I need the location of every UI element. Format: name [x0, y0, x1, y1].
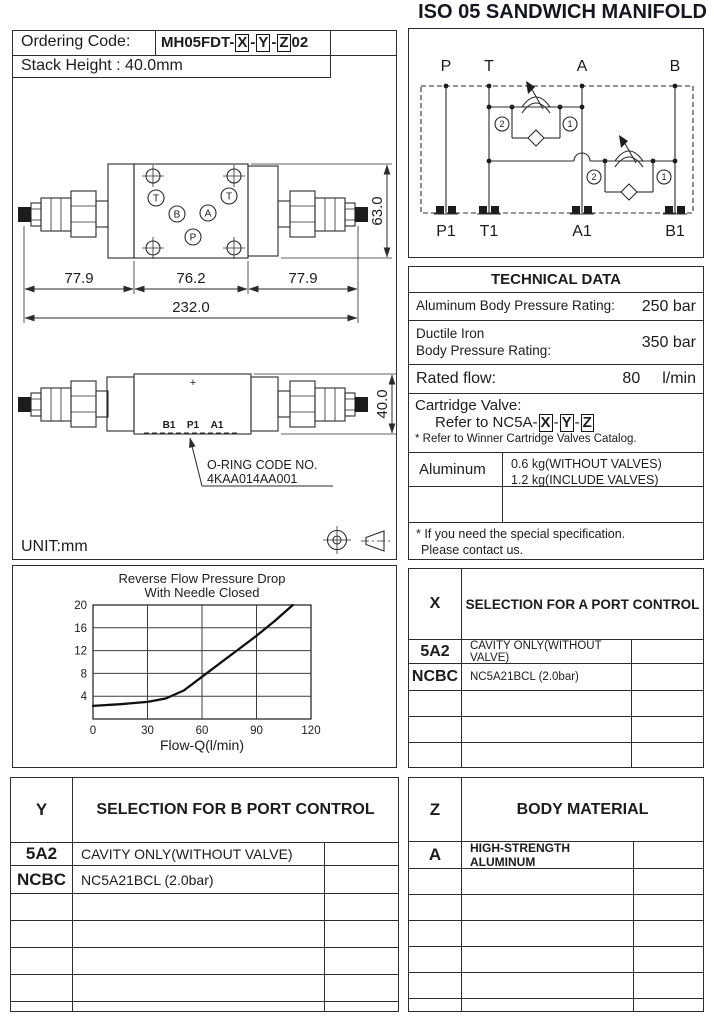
pressure-drop-chart-panel: [12, 565, 397, 768]
cartridge-prefix: Refer to NC5A-: [435, 414, 538, 431]
cartridge-catalog-note: * Refer to Winner Cartridge Valves Catalog.: [415, 432, 637, 445]
option-extra-cell: [325, 975, 398, 1001]
body-material-header: [409, 778, 703, 842]
option-extra-cell: [325, 866, 398, 893]
option-extra-cell: [632, 691, 703, 716]
option-extra-cell: [634, 947, 703, 972]
schematic-port-t1: T1: [479, 223, 499, 240]
schematic-port-p: P: [440, 58, 452, 75]
option-desc: NC5A21BCL (2.0bar): [73, 866, 325, 893]
table-row: [409, 947, 703, 973]
option-desc: [73, 948, 325, 974]
cartridge-valve-label: Cartridge Valve:: [415, 397, 522, 414]
table-row: [409, 842, 703, 869]
table-row: [409, 921, 703, 947]
svg-text:63.0: 63.0: [369, 196, 386, 226]
option-extra-cell: [325, 894, 398, 920]
x-tick-label: 90: [250, 725, 263, 737]
pressure-drop-chart: [13, 566, 395, 766]
unit-note: UNIT:mm: [21, 538, 88, 555]
option-desc: [73, 975, 325, 1001]
option-code: [409, 895, 462, 920]
option-extra-cell: [325, 1002, 398, 1012]
oring-note: [190, 438, 333, 486]
chart-gridlines: [93, 605, 311, 719]
dim-77-9-left: 77.9: [64, 270, 94, 287]
table-row: [11, 948, 398, 975]
weight-line2: 1.2 kg(INCLUDE VALVES): [511, 473, 659, 488]
aluminum-rating-row: [409, 293, 703, 321]
cartridge-sep: -: [574, 414, 580, 431]
check-valve-icon: [528, 130, 544, 146]
option-code: 5A2: [409, 640, 462, 663]
oring-note-line1: O-RING CODE NO.: [207, 458, 318, 472]
body-material-table: [408, 777, 704, 1012]
flow-control-valve-b: [587, 135, 671, 200]
table-row: [409, 973, 703, 999]
dim-height-40: [254, 374, 397, 434]
code-z-box: Z: [279, 34, 289, 51]
option-desc: [462, 717, 632, 742]
table-row: [409, 743, 703, 768]
table-row: [409, 895, 703, 921]
cartridge-valve-block: [409, 394, 703, 453]
stack-height-row: Stack Height : 40.0mm: [13, 56, 331, 78]
y-tick-label: 8: [80, 668, 87, 681]
right-knob: [278, 381, 368, 427]
x-tick-label: 60: [195, 725, 209, 737]
table-row: [409, 717, 703, 743]
port-t-left: T: [152, 193, 160, 205]
valve-a-port1: 1: [567, 119, 573, 130]
code-x-box: X: [237, 34, 248, 51]
option-desc: [73, 921, 325, 947]
selection-x-code-header: X: [409, 569, 462, 639]
cartridge-sep: -: [553, 414, 559, 431]
schematic-port-p1: P1: [436, 223, 456, 240]
port-markers: [148, 188, 237, 245]
schematic-port-b: B: [669, 58, 681, 75]
option-extra-cell: [325, 921, 398, 947]
left-knob: [18, 381, 108, 427]
dimension-drawing-panel: [12, 30, 397, 560]
page-title: ISO 05 SANDWICH MANIFOLD: [418, 1, 707, 23]
option-desc: [73, 1002, 325, 1012]
table-row: [11, 866, 398, 894]
option-desc: [462, 947, 634, 972]
x-tick-label: 120: [301, 725, 321, 737]
aluminum-rating-value: 250 bar: [641, 297, 696, 315]
rated-flow-value: 80: [622, 370, 641, 387]
oring-note-line2: 4KAA014AA001: [207, 472, 298, 486]
option-extra-cell: [632, 664, 703, 690]
option-desc: [462, 973, 634, 998]
option-desc: CAVITY ONLY(WITHOUT VALVE): [462, 640, 632, 663]
option-desc: [462, 895, 634, 920]
weight-value-cell-empty: [503, 487, 703, 523]
dimension-drawing-svg: [13, 31, 398, 561]
option-code: [11, 1002, 73, 1012]
option-desc: NC5A21BCL (2.0bar): [462, 664, 632, 690]
selection-y-title: SELECTION FOR B PORT CONTROL: [96, 801, 375, 818]
option-code: [11, 894, 73, 920]
hydraulic-schematic-panel: [408, 28, 704, 258]
y-tick-label: 12: [74, 645, 87, 658]
schematic-port-a1: A1: [572, 223, 592, 240]
option-code: 5A2: [11, 843, 73, 865]
option-code: A: [409, 842, 462, 868]
table-row: [11, 843, 398, 866]
option-code: [409, 999, 462, 1012]
option-code: [409, 691, 462, 716]
y-tick-label: 4: [80, 691, 87, 704]
option-code: [409, 869, 462, 894]
technical-data-header: TECHNICAL DATA: [409, 267, 703, 293]
code-prefix: MH05FDT-: [161, 34, 235, 51]
table-row: [11, 894, 398, 921]
ductile-rating-value: 350 bar: [641, 333, 696, 351]
table-row: [409, 640, 703, 664]
option-extra-cell: [632, 717, 703, 742]
port-a: A: [204, 208, 212, 220]
footnote-line2: Please contact us.: [421, 542, 524, 557]
y-tick-label: 20: [74, 600, 87, 612]
ductile-label-line2: Body Pressure Rating:: [416, 342, 552, 358]
option-extra-cell: [634, 921, 703, 946]
x-tick-label: 0: [89, 725, 97, 737]
option-extra-cell: [634, 842, 703, 868]
selection-x-header: [409, 569, 703, 640]
code-y-box: Y: [258, 34, 269, 51]
footnote-line1: * If you need the special specification.: [416, 527, 626, 541]
chart-x-axis-label: Flow-Q(l/min): [160, 737, 244, 753]
code-suffix: 02: [291, 34, 309, 51]
option-code: [11, 921, 73, 947]
selection-y-table: [10, 777, 399, 1012]
dim-height-63: [251, 164, 392, 258]
valve-a-port2: 2: [499, 119, 505, 130]
table-row: [409, 664, 703, 691]
rated-flow-label: Rated flow:: [416, 370, 497, 388]
schematic-port-b1: B1: [665, 223, 685, 240]
option-code: [409, 921, 462, 946]
ductile-rating-row: [409, 321, 703, 365]
option-extra-cell: [632, 640, 703, 663]
cartridge-y-box: Y: [561, 414, 572, 431]
special-spec-footnote: [409, 523, 703, 558]
third-angle-projection-icon: [323, 526, 351, 554]
hydraulic-schematic-svg: [409, 29, 702, 256]
ductile-label-line1: Ductile Iron: [416, 326, 485, 342]
option-desc: [462, 869, 634, 894]
center-plus-mark: +: [189, 377, 197, 389]
option-extra-cell: [634, 895, 703, 920]
chart-title-line2: With Needle Closed: [144, 585, 260, 600]
option-extra-cell: [325, 843, 398, 865]
option-extra-cell: [634, 999, 703, 1012]
port-p: P: [189, 232, 197, 244]
selection-x-title: SELECTION FOR A PORT CONTROL: [465, 596, 700, 612]
ductile-rating-label: [416, 326, 642, 358]
port-t-right: T: [225, 191, 233, 203]
selection-y-header: [11, 778, 398, 843]
rated-flow-row: [409, 365, 703, 394]
right-knob: [278, 191, 368, 237]
front-port-b1: B1: [162, 420, 176, 431]
port-b: B: [173, 209, 181, 221]
option-code: [11, 948, 73, 974]
projection-cone-icon: [361, 531, 390, 551]
table-row: [11, 975, 398, 1002]
body-material-title: BODY MATERIAL: [516, 800, 649, 818]
weight-value-cell: [503, 453, 703, 487]
selection-x-table: [408, 568, 704, 768]
schematic-port-a: A: [576, 58, 588, 75]
svg-text:40.0: 40.0: [374, 389, 391, 419]
front-view-drawing: [18, 374, 397, 486]
valve-b-port1: 1: [661, 172, 667, 183]
code-sep: -: [250, 34, 256, 51]
option-code: [409, 743, 462, 768]
weight-line1: 0.6 kg(WITHOUT VALVES): [511, 457, 662, 471]
table-row: [409, 999, 703, 1012]
option-code: [11, 975, 73, 1001]
table-row: [11, 1002, 398, 1012]
option-desc: HIGH-STRENGTH ALUMINUM: [462, 842, 634, 868]
option-extra-cell: [632, 743, 703, 768]
option-code: NCBC: [409, 664, 462, 690]
ordering-code-label: Ordering Code:: [13, 31, 156, 55]
flow-control-valve-a: [489, 81, 582, 146]
dim-76-2: 76.2: [176, 270, 206, 287]
option-desc: [462, 921, 634, 946]
table-row: [11, 921, 398, 948]
option-code: NCBC: [11, 866, 73, 893]
option-desc: [73, 894, 325, 920]
option-desc: [462, 999, 634, 1012]
option-desc: [462, 691, 632, 716]
technical-data-panel: [408, 266, 704, 560]
option-desc: [462, 743, 632, 768]
option-extra-cell: [634, 973, 703, 998]
option-code: [409, 973, 462, 998]
y-tick-label: 16: [74, 622, 87, 635]
pressure-drop-curve: [93, 605, 293, 706]
top-view-drawing: [18, 164, 392, 323]
aluminum-rating-label: Aluminum Body Pressure Rating:: [416, 298, 615, 314]
rated-flow-unit: l/min: [662, 370, 696, 387]
option-extra-cell: [634, 869, 703, 894]
weight-material-cell-empty: [409, 487, 503, 523]
table-row: [409, 691, 703, 717]
cartridge-x-box: X: [540, 414, 551, 431]
front-port-a1: A1: [210, 420, 224, 431]
table-row: [409, 869, 703, 895]
valve-b-port2: 2: [591, 172, 597, 183]
dim-77-9-right: 77.9: [288, 270, 318, 287]
option-code: [409, 717, 462, 742]
weight-material-cell: Aluminum: [409, 453, 503, 487]
option-extra-cell: [325, 948, 398, 974]
schematic-port-t: T: [484, 58, 494, 75]
dim-232-0: 232.0: [172, 299, 210, 316]
chart-title-line1: Reverse Flow Pressure Drop: [118, 571, 286, 586]
code-sep: -: [271, 34, 277, 51]
option-desc: CAVITY ONLY(WITHOUT VALVE): [73, 843, 325, 865]
selection-y-code-header: Y: [11, 778, 73, 842]
chart-marks: [74, 600, 320, 737]
x-tick-label: 30: [141, 725, 154, 737]
check-valve-icon: [621, 184, 637, 200]
cartridge-valve-code: [415, 414, 697, 432]
cartridge-z-box: Z: [582, 414, 592, 431]
option-code: [409, 947, 462, 972]
body-material-code-header: Z: [409, 778, 462, 841]
left-knob: [18, 191, 108, 237]
front-port-p1: P1: [186, 420, 200, 431]
weight-table: [409, 453, 703, 523]
